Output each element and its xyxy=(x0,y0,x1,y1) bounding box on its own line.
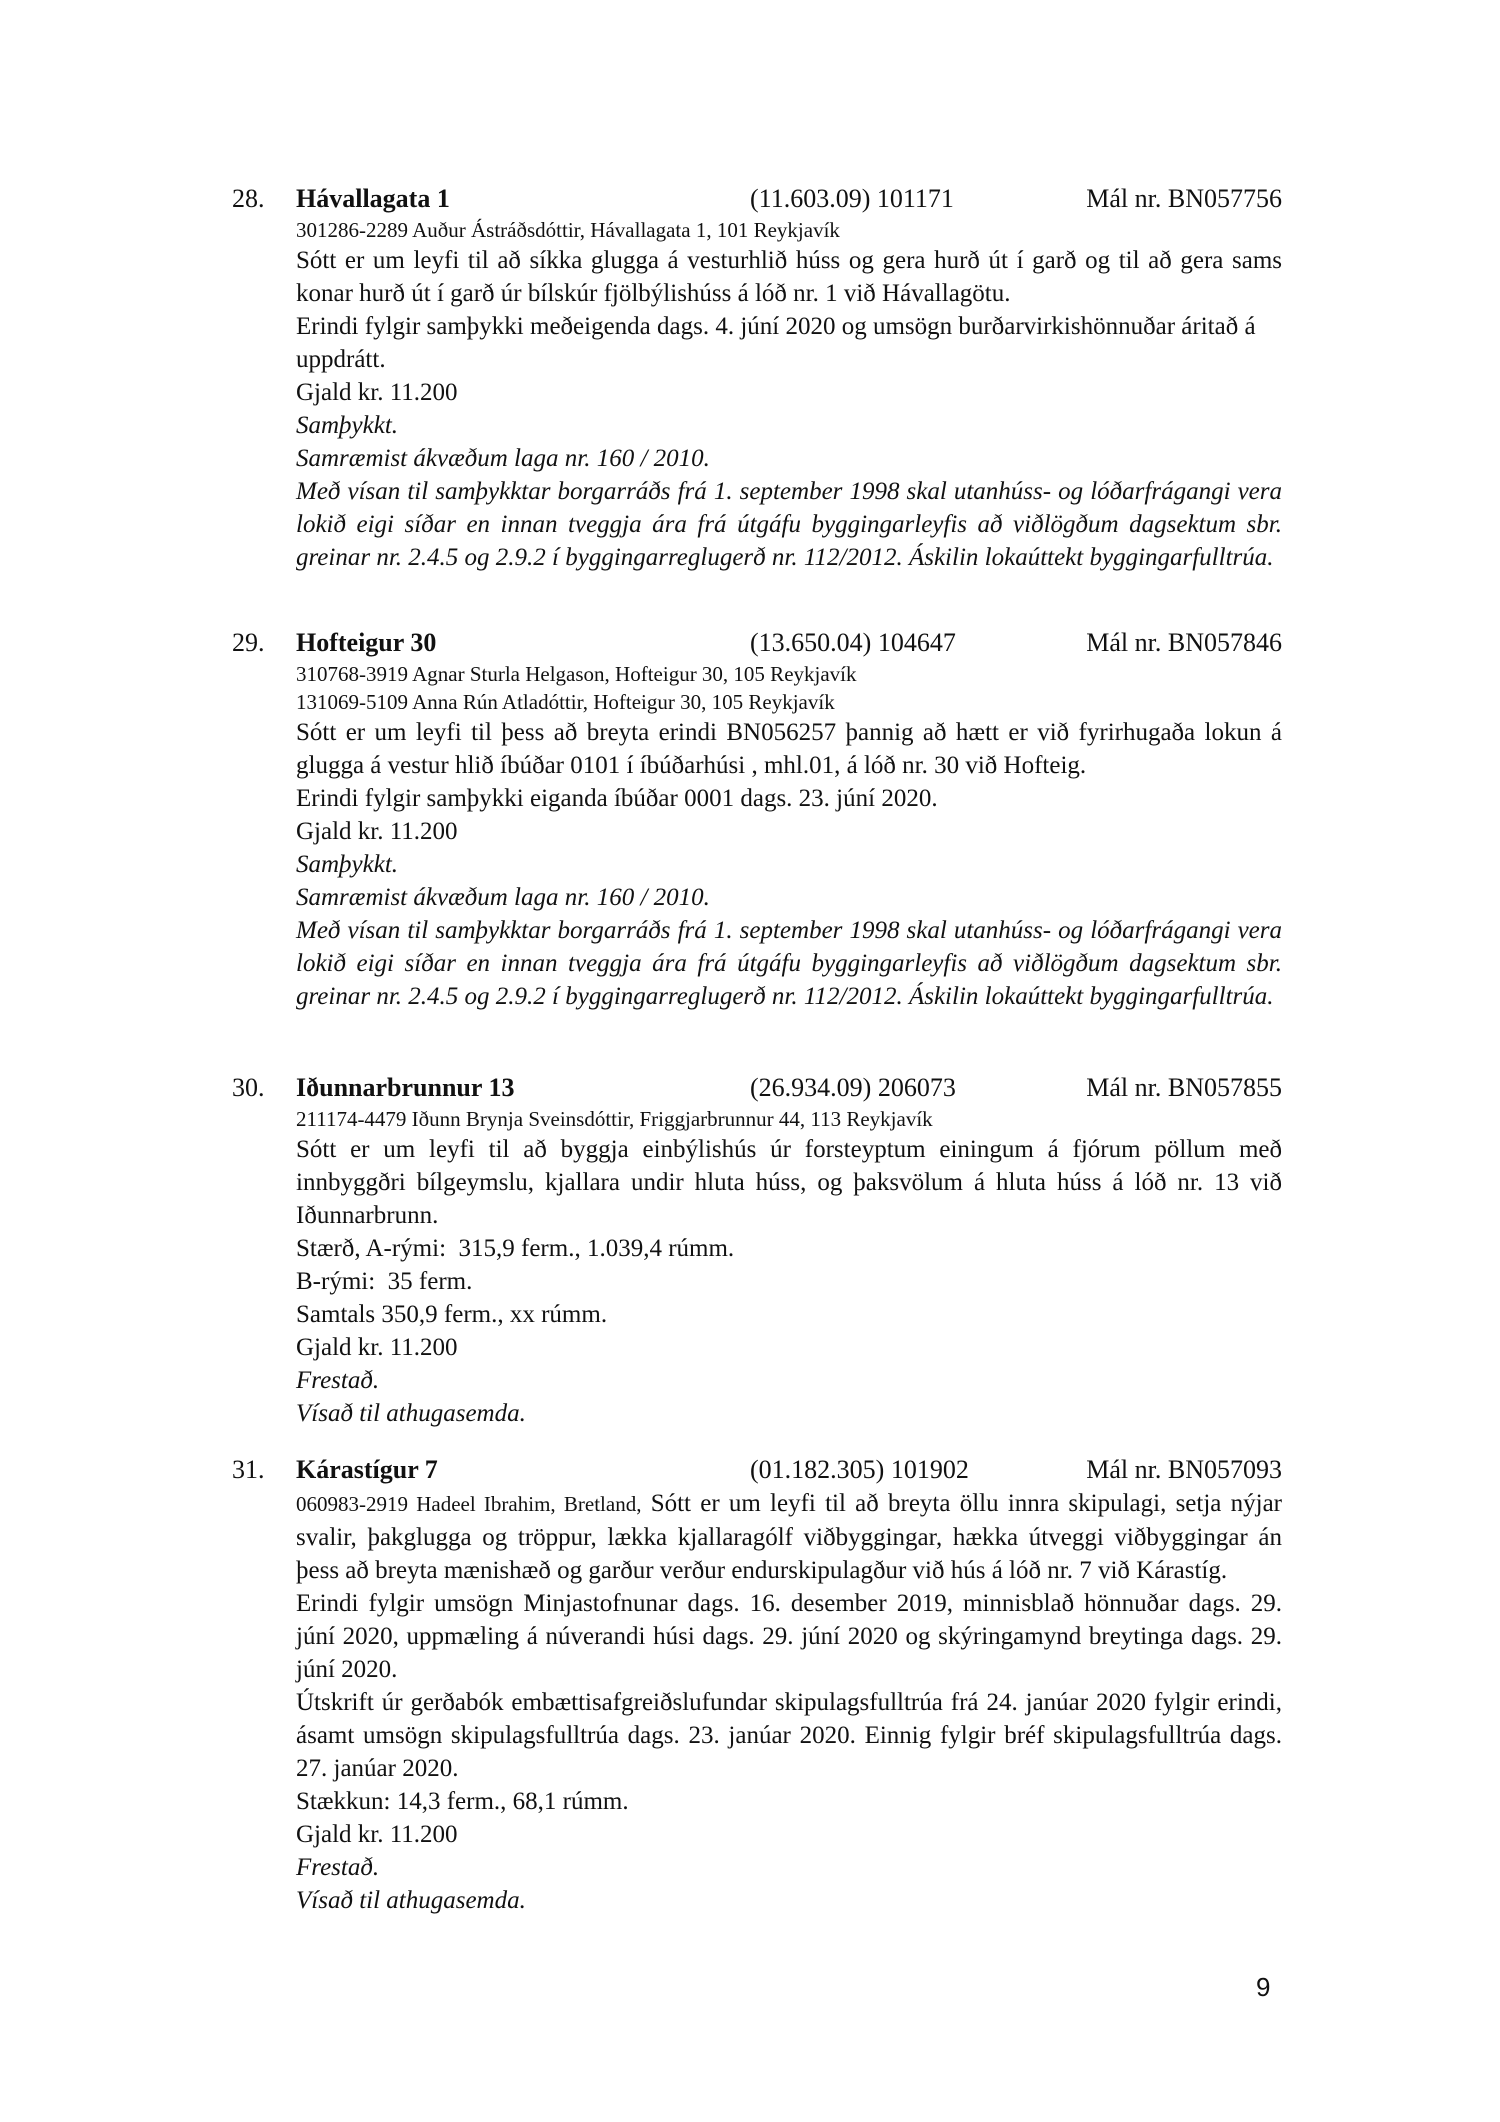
size-b: B-rými: 35 ferm. xyxy=(296,1268,473,1295)
description: Sótt er um leyfi til að síkka glugga á vesturhlið húss og gera hurð út í garð og til að gera sams konar hurð út í garð úr bílskúr fjölbýlishúss á lóð nr. 1 við Hávallagötu. xyxy=(296,247,1282,307)
description: Sótt er um leyfi til að breyta öllu innra skipulagi, setja nýjar svalir, þakglugga og tröppur, lækka kjallaragólf viðbyggingar, hækka útveggi viðbyggingar án þess að breyta mænishæð og garður verður endurskipulagður við hús á lóð nr. 7 við Kárastíg. xyxy=(296,1490,1282,1584)
item-body xyxy=(296,216,1282,574)
item-header xyxy=(232,626,1282,660)
item-number: 31. xyxy=(232,1455,265,1484)
case-number: Mál nr. BN057855 xyxy=(1086,1073,1282,1102)
decision: Frestað. xyxy=(296,1854,380,1881)
decision: Samþykkt. xyxy=(296,412,399,439)
description: Sótt er um leyfi til að byggja einbýlishús úr forsteyptum einingum á fjórum pöllum með innbyggðri bílgeymslu, kjallara undir hluta húss, og þaksvölum á hluta húss á lóð nr. 13 við Iðunnarbrunn. xyxy=(296,1136,1282,1229)
land-reference: (13.650.04) 104647 xyxy=(750,628,956,657)
applicant-line: 310768-3919 Agnar Sturla Helgason, Hofteigur 30, 105 Reykjavík xyxy=(296,662,857,686)
fee: Gjald kr. 11.200 xyxy=(296,379,458,406)
page-number: 9 xyxy=(1256,1972,1271,2002)
item-header xyxy=(232,1071,1282,1105)
attachments: Erindi fylgir samþykki eiganda íbúðar 0001 dags. 23. júní 2020. xyxy=(296,785,938,812)
attachments: Erindi fylgir umsögn Minjastofnunar dags. 16. desember 2019, minnisblað hönnuðar dags. 29. júní 2020, uppmæling á núverandi húsi dags. 29. júní 2020 og skýringamynd breytinga dags. 29. júní 2020. xyxy=(296,1590,1282,1683)
applicant-line: 060983-2919 Hadeel Ibrahim, Bretland, xyxy=(296,1492,642,1516)
agenda-item-30 xyxy=(232,1071,1282,1430)
land-reference: (26.934.09) 206073 xyxy=(750,1073,956,1102)
street-address: Hofteigur 30 xyxy=(296,628,437,657)
item-body xyxy=(296,1105,1282,1430)
law-reference: Samræmist ákvæðum laga nr. 160 / 2010. xyxy=(296,445,710,472)
street-address: Kárastígur 7 xyxy=(296,1455,438,1484)
description: Sótt er um leyfi til þess að breyta erindi BN056257 þannig að hætt er við fyrirhugaða lokun á glugga á vestur hlið íbúðar 0101 í íbúðarhúsi , mhl.01, á lóð nr. 30 við Hofteig. xyxy=(296,719,1282,779)
item-body xyxy=(296,660,1282,1013)
size-a: Stærð, A-rými: 315,9 ferm., 1.039,4 rúmm. xyxy=(296,1235,735,1262)
decision: Frestað. xyxy=(296,1367,380,1394)
case-number: Mál nr. BN057756 xyxy=(1086,184,1282,213)
street-address: Hávallagata 1 xyxy=(296,184,450,213)
case-number: Mál nr. BN057093 xyxy=(1086,1455,1282,1484)
item-number: 30. xyxy=(232,1073,265,1102)
agenda-item-28 xyxy=(232,182,1282,574)
description-with-applicant xyxy=(296,1487,1282,1587)
conditions: Með vísan til samþykktar borgarráðs frá 1. september 1998 skal utanhúss- og lóðarfrágangi vera lokið eigi síðar en innan tveggja ára frá útgáfu byggingarleyfis að viðlögðum dagsektum sbr. greinar nr. 2.4.5 og 2.9.2 í byggingarreglugerð nr. 112/2012. Áskilin lokaúttekt byggingarfulltrúa. xyxy=(296,917,1282,1010)
agenda-item-29 xyxy=(232,626,1282,1013)
agenda-item-31 xyxy=(232,1453,1282,1917)
fee: Gjald kr. 11.200 xyxy=(296,1821,458,1848)
enlargement: Stækkun: 14,3 ferm., 68,1 rúmm. xyxy=(296,1788,629,1815)
case-number: Mál nr. BN057846 xyxy=(1086,628,1282,657)
planning-excerpt: Útskrift úr gerðabók embættisafgreiðslufundar skipulagsfulltrúa frá 24. janúar 2020 fylgir erindi, ásamt umsögn skipulagsfulltrúa dags. 23. janúar 2020. Einnig fylgir bréf skipulagsfulltrúa dags. 27. janúar 2020. xyxy=(296,1689,1282,1782)
land-reference: (11.603.09) 101171 xyxy=(750,184,954,213)
applicant-line: 211174-4479 Iðunn Brynja Sveinsdóttir, Friggjarbrunnur 44, 113 Reykjavík xyxy=(296,1107,933,1131)
decision: Samþykkt. xyxy=(296,851,399,878)
note: Vísað til athugasemda. xyxy=(296,1887,526,1914)
law-reference: Samræmist ákvæðum laga nr. 160 / 2010. xyxy=(296,884,710,911)
item-header xyxy=(232,1453,1282,1487)
land-reference: (01.182.305) 101902 xyxy=(750,1455,969,1484)
item-header xyxy=(232,182,1282,216)
item-number: 29. xyxy=(232,628,265,657)
conditions: Með vísan til samþykktar borgarráðs frá 1. september 1998 skal utanhúss- og lóðarfrágangi vera lokið eigi síðar en innan tveggja ára frá útgáfu byggingarleyfis að viðlögðum dagsektum sbr. greinar nr. 2.4.5 og 2.9.2 í byggingarreglugerð nr. 112/2012. Áskilin lokaúttekt byggingarfulltrúa. xyxy=(296,478,1282,571)
item-body xyxy=(296,1487,1282,1917)
applicant-line: 131069-5109 Anna Rún Atladóttir, Hofteigur 30, 105 Reykjavík xyxy=(296,690,835,714)
applicant-line: 301286-2289 Auður Ástráðsdóttir, Hávallagata 1, 101 Reykjavík xyxy=(296,218,840,242)
note: Vísað til athugasemda. xyxy=(296,1400,526,1427)
item-number: 28. xyxy=(232,184,265,213)
fee: Gjald kr. 11.200 xyxy=(296,1334,458,1361)
street-address: Iðunnarbrunnur 13 xyxy=(296,1073,515,1102)
size-total: Samtals 350,9 ferm., xx rúmm. xyxy=(296,1301,608,1328)
fee: Gjald kr. 11.200 xyxy=(296,818,458,845)
attachments: Erindi fylgir samþykki meðeigenda dags. 4. júní 2020 og umsögn burðarvirkishönnuðar áritað á uppdrátt. xyxy=(296,313,1256,373)
